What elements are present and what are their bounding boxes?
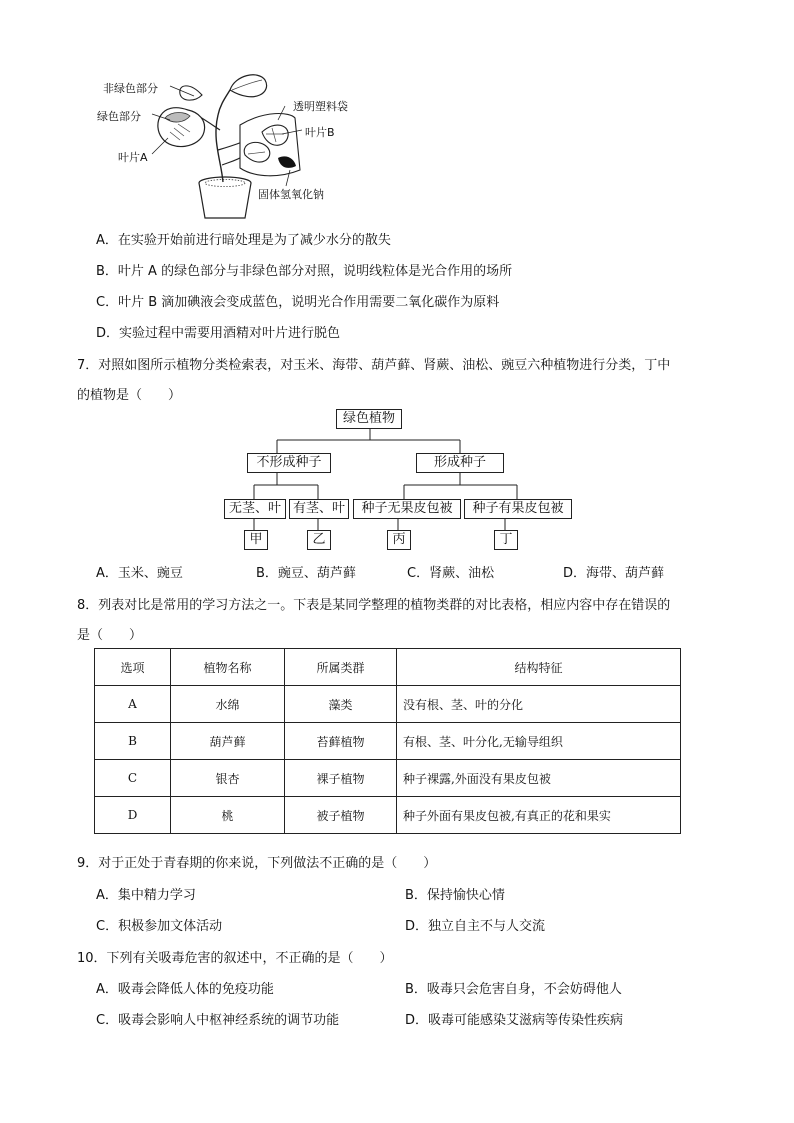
- q10-option-a: A．吸毒会降低人体的免疫功能: [96, 982, 274, 997]
- q9-stem: 9．对于正处于青春期的你来说，下列做法不正确的是（ ）: [77, 856, 437, 871]
- plant-comparison-table: [94, 648, 681, 834]
- table-cell: 种子裸露,外面没有果皮包被: [397, 760, 681, 797]
- q6-option-a: A．在实验开始前进行暗处理是为了减少水分的散失: [96, 233, 391, 248]
- table-cell: 水绵: [171, 686, 285, 723]
- table-cell: 有根、茎、叶分化,无输导组织: [397, 723, 681, 760]
- label-green: 绿色部分: [97, 110, 141, 123]
- label-leaf-a: 叶片A: [118, 151, 148, 164]
- q7-stem-line2: 的植物是（ ）: [77, 388, 182, 403]
- tree-has-stem-leaf: 有茎、叶: [289, 499, 349, 519]
- tree-root: 绿色植物: [336, 409, 402, 429]
- q10-option-b: B．吸毒只会危害自身，不会妨碍他人: [405, 982, 622, 997]
- label-bag: 透明塑料袋: [293, 100, 348, 113]
- tree-leaf-yi: 乙: [307, 530, 331, 550]
- table-cell: D: [95, 797, 171, 834]
- table-cell: 没有根、茎、叶的分化: [397, 686, 681, 723]
- q8-stem-line1: 8．列表对比是常用的学习方法之一。下表是某同学整理的植物类群的对比表格，相应内容中存在错误的: [77, 598, 671, 613]
- table-row: [95, 723, 681, 760]
- table-cell: A: [95, 686, 171, 723]
- tree-no-seed: 不形成种子: [247, 453, 331, 473]
- tree-seed-no-pericarp: 种子无果皮包被: [353, 499, 461, 519]
- q9-option-c: C．积极参加文体活动: [96, 919, 223, 934]
- label-naoh: 固体氢氧化钠: [258, 188, 324, 201]
- table-header: 结构特征: [397, 649, 681, 686]
- table-cell: 苔藓植物: [285, 723, 397, 760]
- q7-stem-line1: 7．对照如图所示植物分类检索表，对玉米、海带、葫芦藓、肾蕨、油松、豌豆六种植物进行分类，丁中: [77, 358, 671, 373]
- q7-option-b: B．豌豆、葫芦藓: [256, 566, 356, 581]
- label-leaf-b: 叶片B: [305, 126, 335, 139]
- table-header: 选项: [95, 649, 171, 686]
- table-header: 植物名称: [171, 649, 285, 686]
- q6-option-d: D．实验过程中需要用酒精对叶片进行脱色: [96, 326, 341, 341]
- q9-option-a: A．集中精力学习: [96, 888, 196, 903]
- q7-option-a: A．玉米、豌豆: [96, 566, 183, 581]
- tree-seed-pericarp: 种子有果皮包被: [464, 499, 572, 519]
- tree-no-stem-leaf: 无茎、叶: [224, 499, 286, 519]
- table-cell: 藻类: [285, 686, 397, 723]
- table-cell: 被子植物: [285, 797, 397, 834]
- q6-option-c: C．叶片 B 滴加碘液会变成蓝色，说明光合作用需要二氧化碳作为原料: [96, 295, 500, 310]
- table-header: 所属类群: [285, 649, 397, 686]
- table-cell: B: [95, 723, 171, 760]
- tree-leaf-jia: 甲: [244, 530, 268, 550]
- table-cell: 银杏: [171, 760, 285, 797]
- table-cell: 桃: [171, 797, 285, 834]
- table-cell: 葫芦藓: [171, 723, 285, 760]
- tree-leaf-bing: 丙: [387, 530, 411, 550]
- table-cell: C: [95, 760, 171, 797]
- tree-leaf-ding: 丁: [494, 530, 518, 550]
- q7-option-c: C．肾蕨、油松: [407, 566, 495, 581]
- q6-option-b: B．叶片 A 的绿色部分与非绿色部分对照，说明线粒体是光合作用的场所: [96, 264, 513, 279]
- q9-option-b: B．保持愉快心情: [405, 888, 505, 903]
- tree-seed: 形成种子: [416, 453, 504, 473]
- q10-option-d: D．吸毒可能感染艾滋病等传染性疾病: [405, 1013, 624, 1028]
- label-non-green: 非绿色部分: [103, 82, 158, 95]
- table-cell: 种子外面有果皮包被,有真正的花和果实: [397, 797, 681, 834]
- table-row: [95, 760, 681, 797]
- classification-tree-lines: [0, 0, 794, 560]
- q10-option-c: C．吸毒会影响人中枢神经系统的调节功能: [96, 1013, 340, 1028]
- q8-stem-line2: 是（ ）: [77, 628, 143, 643]
- table-header-row: [95, 649, 681, 686]
- q9-option-d: D．独立自主不与人交流: [405, 919, 546, 934]
- q10-stem: 10．下列有关吸毒危害的叙述中，不正确的是（ ）: [77, 951, 393, 966]
- q7-option-d: D．海带、葫芦藓: [563, 566, 665, 581]
- table-row: [95, 686, 681, 723]
- table-cell: 裸子植物: [285, 760, 397, 797]
- table-row: [95, 797, 681, 834]
